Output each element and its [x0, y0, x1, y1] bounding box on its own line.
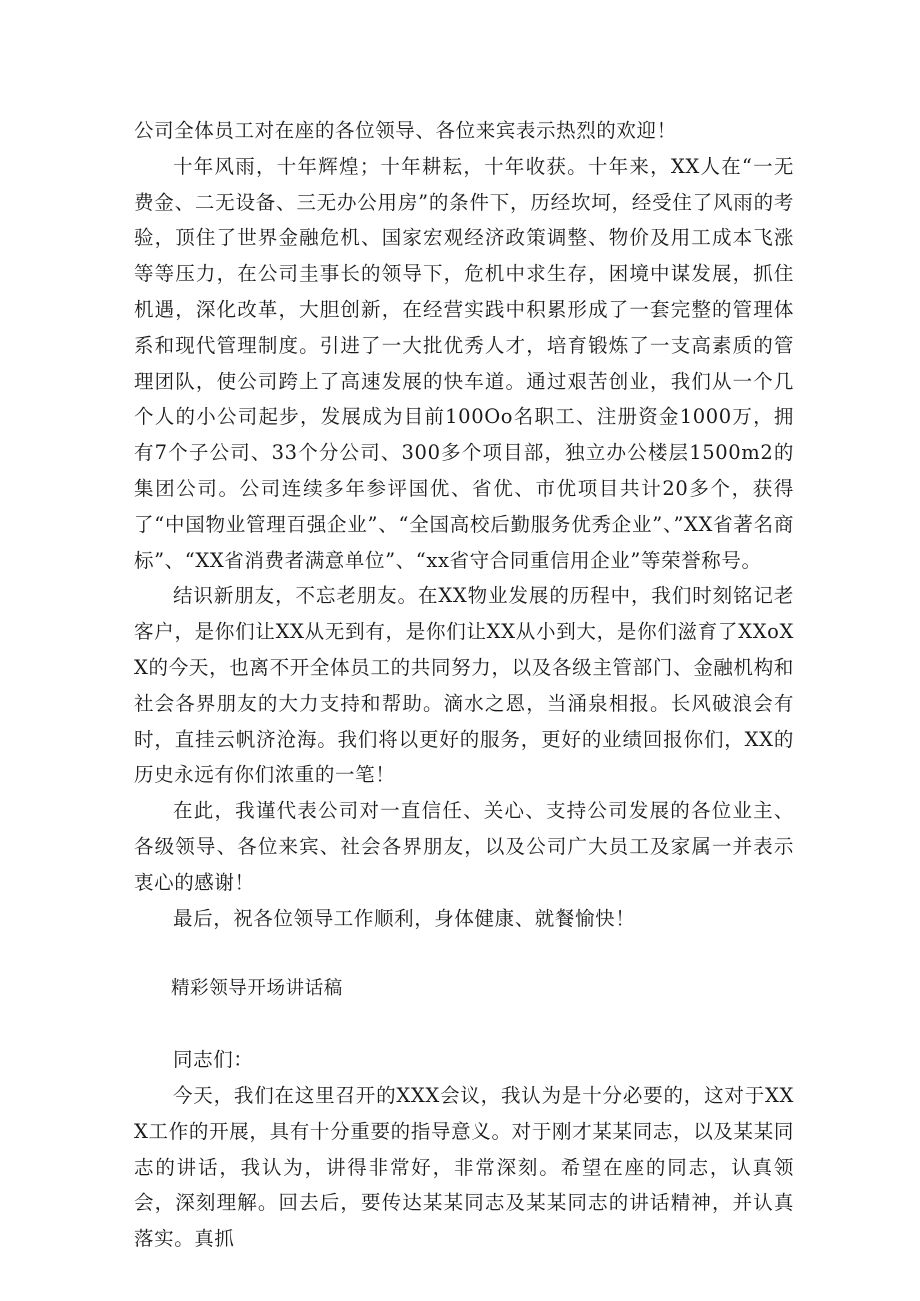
- section-heading: 精彩领导开场讲话稿: [171, 978, 343, 1000]
- paragraph-old-friends: 结识新朋友，不忘老朋友。在XX物业发展的历程中，我们时刻铭记老客户，是你们让XX从无到有，是你们让XX从小到大，是你们滋育了XXoXX的今天，也离不开全体员工的共同努力，以及各级主管部门、金融机构和社会各界朋友的大力支持和帮助。滴水之恩，当涌泉相报。长风破浪会有时，直挂云帆济沧海。我们将以更好的服务，更好的业绩回报你们，XX的历史永远有你们浓重的一笔！: [134, 584, 794, 787]
- paragraph-meeting-opening: 今天，我们在这里召开的XXX会议，我认为是十分必要的，这对于XXX工作的开展，具有十分重要的指导意义。对于刚才某某同志，以及某某同志的讲话，我认为，讲得非常好，非常深刻。希望在座的同志，认真领会，深刻理解。回去后，要传达某某同志及某某同志的讲话精神，并认真落实。真抓: [134, 1083, 794, 1251]
- salutation: 同志们：: [173, 1048, 254, 1072]
- paragraph-closing-wish: 最后，祝各位领导工作顺利，身体健康、就餐愉快！: [173, 906, 636, 930]
- paragraph-thanks: 在此，我谨代表公司对一直信任、关心、支持公司发展的各位业主、各级领导、各位来宾、社会各界朋友，以及公司广大员工及家属一并表示衷心的感谢！: [134, 799, 794, 894]
- paragraph-welcome-continuation: 公司全体员工对在座的各位领导、各位来宾表示热烈的欢迎！: [134, 119, 677, 142]
- paragraph-ten-years: 十年风雨，十年辉煌；十年耕耘，十年收获。十年来，XX人在“一无费金、二无设备、三无办公用房”的条件下，历经坎坷，经受住了风雨的考验，顶住了世界金融危机、国家宏观经济政策调整、物价及用工成本飞涨等等压力，在公司圭事长的领导下，危机中求生存，困境中谋发展，抓住机遇，深化改革，大胆创新，在经营实践中积累形成了一套完整的管理体系和现代管理制度。引进了一大批优秀人才，培育锻炼了一支高素质的管理团队，使公司跨上了高速发展的快车道。通过艰苦创业，我们从一个几个人的小公司起步，发展成为目前100Oo名职工、注册资金1000万，拥有7个子公司、33个分公司、300多个项目部，独立办公楼层1500m2的集团公司。公司连续多年参评国优、省优、市优项目共计20多个，获得了“中国物业管理百强企业”、“全国高校后勤服务优秀企业”、”XX省著名商标”、“XX省消费者满意单位”、“xx省守合同重信用企业”等荣誉称号。: [134, 154, 794, 572]
- document-body: [134, 113, 794, 1257]
